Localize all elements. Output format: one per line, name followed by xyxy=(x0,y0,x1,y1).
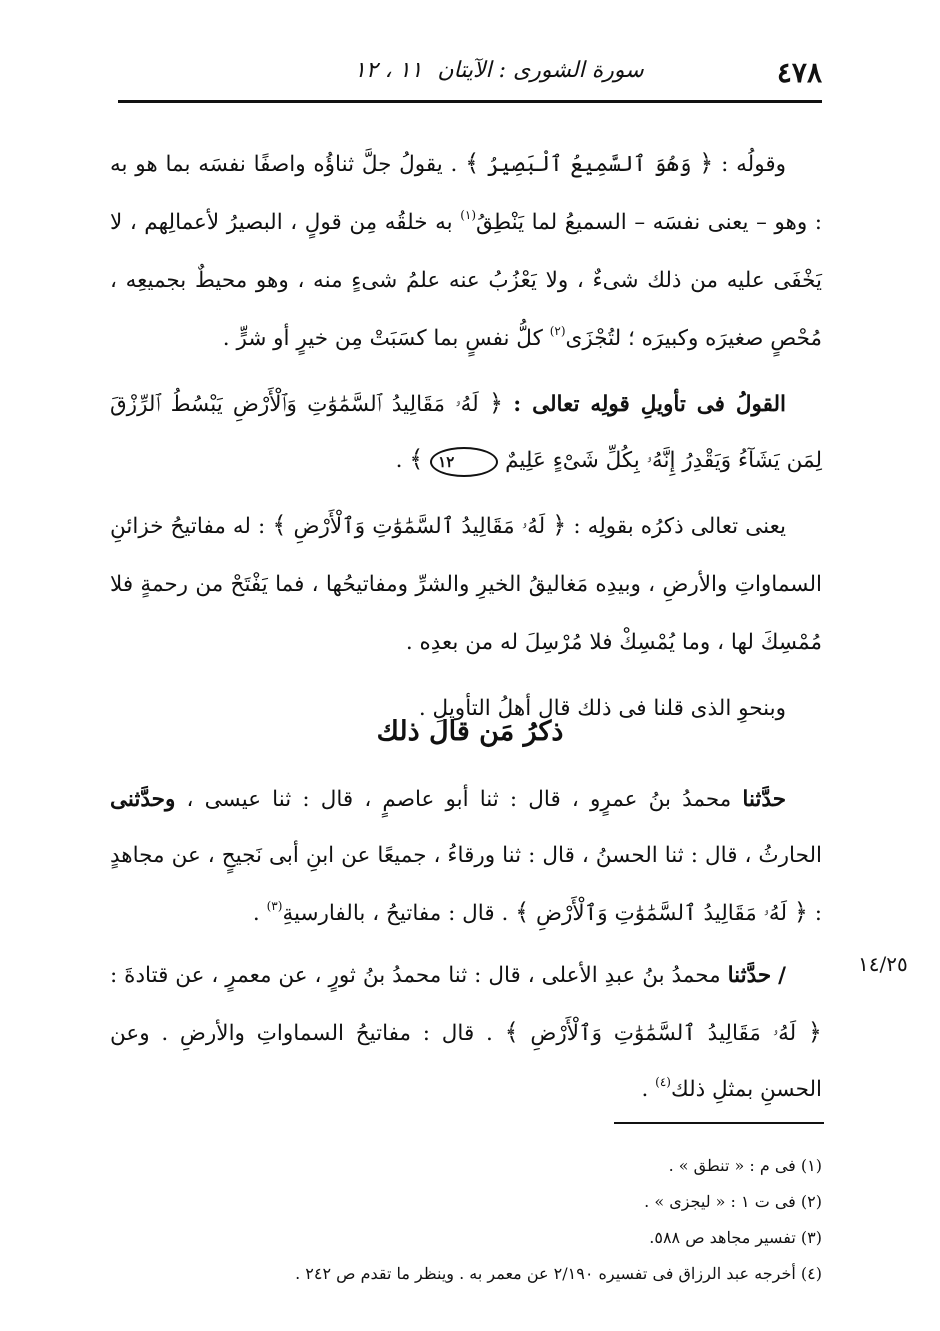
verse-heading: القولُ فى تأويلِ قولِه تعالى : xyxy=(513,392,786,417)
footnote-4: (٤) أخرجه عبد الرزاق فى تفسيره ٢/١٩٠ عن معمر به . وينظر ما تقدم ص ٢٤٢ . xyxy=(295,1264,822,1283)
narration-lead: حدَّثنا xyxy=(727,963,772,988)
page-header xyxy=(118,52,822,103)
quran-open-bracket: ﴿ xyxy=(793,898,808,926)
footnote-ref-2: (٢) xyxy=(549,324,566,338)
footnote-1: (١) فى م : « تنطق » . xyxy=(668,1156,822,1175)
section-title: ذكرُ مَن قال ذلك xyxy=(376,716,564,747)
footnotes xyxy=(110,1148,822,1292)
footnote-ref-1: (١) xyxy=(460,208,477,222)
paragraph-1 xyxy=(110,134,822,368)
margin-reference: ١٤/٢٥ xyxy=(858,952,908,976)
running-title xyxy=(354,58,644,83)
footnote-divider xyxy=(614,1122,824,1124)
narration-text: . قال : مفاتيحُ السماواتِ والأرضِ . وعن الحسنِ بمثلِ ذلك xyxy=(110,1021,822,1102)
end-mark: . xyxy=(395,448,403,473)
surah-title: سورة الشورى : الآيتان xyxy=(437,58,644,83)
commentary-text: كلُّ نفسٍ بما كسَبَتْ مِن خيرٍ أو شرٍّ . xyxy=(222,326,543,351)
end-mark: . xyxy=(641,1077,649,1102)
paragraph-3 xyxy=(110,496,822,672)
narration-2 xyxy=(110,948,822,1118)
footnote-ref-4: (٤) xyxy=(655,1075,671,1089)
footnote-ref-3: (٣) xyxy=(266,899,283,913)
footnote-2: (٢) فى ت ١ : « ليجزى » . xyxy=(644,1192,822,1211)
quran-close-bracket: ﴾ xyxy=(504,1018,519,1046)
quran-close-bracket: ﴾ xyxy=(272,511,287,539)
quran-open-bracket: ﴿ xyxy=(488,389,504,417)
page-break-slash: / xyxy=(778,963,786,988)
ayah-number-marker: ١٢ xyxy=(430,447,498,477)
quran-close-bracket: ﴾ xyxy=(515,898,530,926)
paragraph-intro: وقولُه : xyxy=(721,152,786,177)
commentary-text: . يقولُ جلَّ ثناؤُه واصفًا نفسَه بما هو به : وهو – يعنى نفسَه – السميعُ لما يَنْطِقُ xyxy=(110,152,822,235)
quran-open-bracket: ﴿ xyxy=(552,511,567,539)
quran-open-bracket: ﴿ xyxy=(807,1018,822,1046)
narration-1 xyxy=(110,772,822,942)
commentary-text: : له مفاتيحُ خزائنِ السماواتِ والأرضِ ، وبيدِه مَغاليقُ الخيرِ والشرِّ ومفاتيحُها ، فما يَفْتَحْ من رحمةٍ فلا مُمْسِكَ لها ، وما يُمْسِكْ فلا مُرْسِلَ له من بعدِه . xyxy=(110,514,822,655)
quran-quote: لَهُۥ مَقَالِيدُ ٱلسَّمَٰوَٰتِ وَٱلْأَرْضِ xyxy=(530,1021,797,1046)
commentary-text: به خلقُه مِن قولٍ ، البصيرُ لأعمالِهم ، لا يَخْفَى عليه من ذلك شىءٌ ، ولا يَعْزُبُ عنه علمُ شىءٍ منه ، وهو محيطٌ بجميعِه ، مُحْصٍ صغيرَه وكبيرَه ؛ لتُجْزَى xyxy=(110,210,822,351)
commentary-text: وبنحوِ الذى قلنا فى ذلك قال أهلُ التأويلِ . xyxy=(418,696,786,721)
commentary-body xyxy=(110,134,822,746)
footnote-3: (٣) تفسير مجاهد ص ٥٨٨. xyxy=(649,1228,822,1247)
verse-numbers: ١١ ، ١٢ xyxy=(354,58,423,83)
quran-quote: لَهُۥ مَقَالِيدُ ٱلسَّمَٰوَٰتِ وَٱلْأَرْضِ xyxy=(293,514,546,539)
paragraph-2 xyxy=(110,376,822,488)
quran-quote: لَهُۥ مَقَالِيدُ ٱلسَّمَٰوَٰتِ وَٱلْأَرْضِ xyxy=(536,901,787,926)
end-mark: . xyxy=(252,901,260,926)
narration-lead: حدَّثنا xyxy=(742,787,786,812)
narration-lead: وحدَّثنى xyxy=(110,787,176,812)
quran-open-bracket: ﴿ xyxy=(699,149,714,177)
quran-close-bracket: ﴾ xyxy=(409,445,424,473)
narration-text: . قال : مفاتيحُ ، بالفارسيةِ xyxy=(282,901,509,926)
quran-quote: وَهُوَ ٱلسَّمِيعُ ٱلْبَصِيرُ xyxy=(486,152,692,177)
narration-text: محمدُ بنُ عبدِ الأعلى ، قال : ثنا محمدُ بنُ ثورٍ ، عن معمرٍ ، عن قتادةَ : xyxy=(110,963,721,988)
narrations-body xyxy=(110,772,822,1124)
paragraph-intro: يعنى تعالى ذكرُه بقولِه : xyxy=(573,514,786,539)
narration-text: محمدُ بنُ عمرٍو ، قال : ثنا أبو عاصمٍ ، قال : ثنا عيسى ، xyxy=(186,787,732,812)
quran-close-bracket: ﴾ xyxy=(465,149,480,177)
page-number: ٤٧٨ xyxy=(776,56,822,89)
quran-quote: لَهُۥ مَقَالِيدُ ٱلسَّمَٰوَٰتِ وَٱلْأَرْضِ يَبْسُطُ ٱلرِّزْقَ لِمَن يَشَآءُ وَيَقْدِرُ إِنَّهُۥ بِكُلِّ شَىْءٍ عَلِيمٌ xyxy=(110,392,822,473)
narration-text: الحارثُ ، قال : ثنا الحسنُ ، قال : ثنا ورقاءُ ، جميعًا عن ابنِ أبى نَجيحٍ ، عن مجاهدٍ : xyxy=(110,843,822,926)
